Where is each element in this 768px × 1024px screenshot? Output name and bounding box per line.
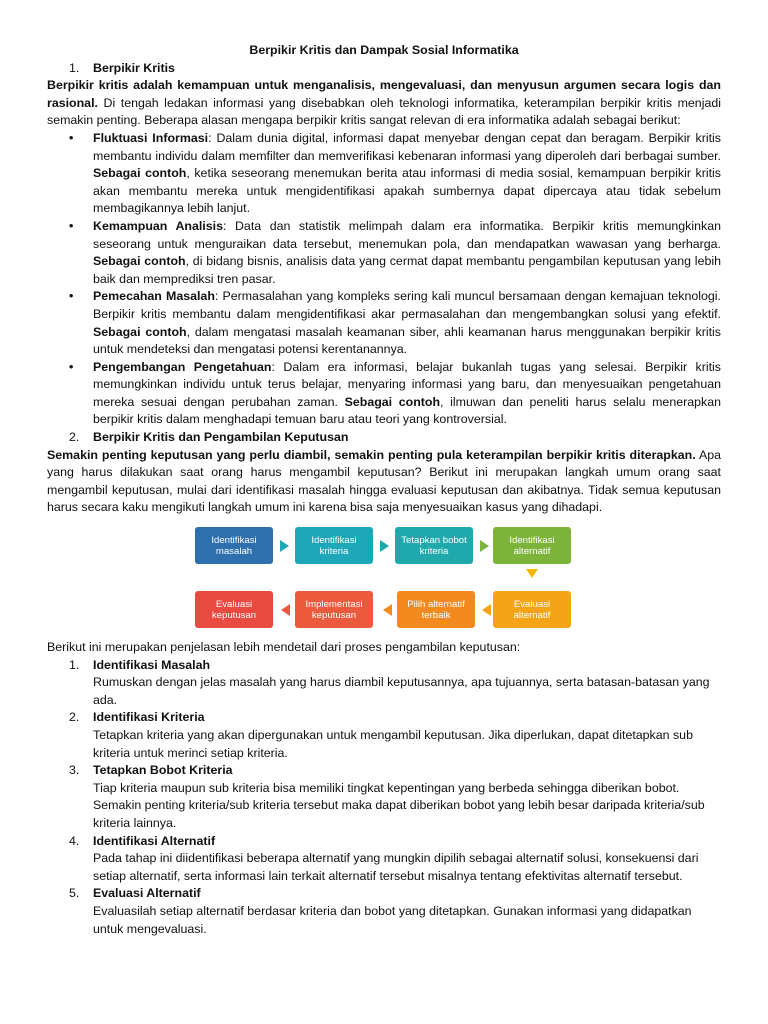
flow-box-identifikasi-kriteria bbox=[295, 527, 373, 564]
bullet-example-text: , dalam mengatasi masalah keamanan siber, ahli keamanan harus menggunakan berpikir kritis untuk mendeteksi dan mengatasi potensi kerentanannya. bbox=[93, 324, 721, 357]
flow-box-label: Identifikasi kriteria bbox=[311, 534, 357, 557]
step-text: Tiap kriteria maupun sub kriteria bisa memiliki tingkat kepentingan yang berbeda sehingga diberikan bobot. Semakin penting kriteria/sub kriteria tersebut maka dapat diberikan bobot yang lebih besar daripada kriteria/sub kriteria lainnya. bbox=[93, 780, 705, 830]
step-heading: Tetapkan Bobot Kriteria bbox=[93, 763, 233, 778]
bullet-example-label: Sebagai contoh bbox=[344, 394, 441, 409]
bullet-text: : Dalam dunia digital, informasi dapat menyebar dengan cepat dan beragam. Berpikir kritis membantu individu dalam memfilter dan memverifikasi kebenaran informasi yang diperoleh dari berbagai sumber. bbox=[93, 130, 722, 163]
flow-box-identifikasi-alternatif bbox=[493, 527, 571, 564]
bullet-glyph: • bbox=[69, 218, 74, 233]
flow-box-label: Evaluasi keputusan bbox=[211, 598, 257, 621]
step-number: 2. bbox=[69, 710, 80, 725]
section-2-lead: Semakin penting keputusan yang perlu diambil, semakin penting pula keterampilan berpikir kritis diterapkan. bbox=[47, 447, 696, 462]
section-2-title: Berpikir Kritis dan Pengambilan Keputusan bbox=[93, 430, 349, 445]
list-item bbox=[47, 885, 721, 938]
flow-box-pilih-alternatif bbox=[397, 591, 475, 628]
list-item bbox=[47, 218, 721, 288]
section-1-heading bbox=[47, 60, 721, 78]
section-1-title: Berpikir Kritis bbox=[93, 60, 175, 75]
bullet-example-label: Sebagai contoh bbox=[93, 324, 187, 339]
bullet-text: : Permasalahan yang kompleks sering kali muncul bersamaan dengan kemajuan teknologi. Berpikir kritis membantu dalam mengidentifikasi akar permasalahan dan mengembangkan solusi yang efektif. bbox=[93, 289, 721, 321]
decision-process-flowchart bbox=[47, 523, 721, 635]
document-title: Berpikir Kritis dan Dampak Sosial Informatika bbox=[249, 43, 519, 57]
list-item bbox=[47, 762, 721, 832]
flow-box-evaluasi-keputusan bbox=[195, 591, 273, 628]
section-2-heading bbox=[47, 429, 721, 447]
bullet-example-text: , ilmuwan dan peneliti harus selalu menerapkan berpikir kritis dalam menghadapi temuan baru atau teori yang kontroversial. bbox=[93, 394, 721, 427]
bullet-glyph: • bbox=[69, 289, 74, 304]
flow-arrow-right bbox=[380, 540, 389, 552]
step-number: 3. bbox=[69, 763, 80, 778]
list-item bbox=[47, 833, 721, 886]
list-item bbox=[47, 288, 721, 358]
step-heading: Identifikasi Alternatif bbox=[93, 833, 216, 848]
section-1-intro-text: Di tengah ledakan informasi yang disebabkan oleh teknologi informatika, keterampilan berpikir kritis menjadi semakin penting. Beberapa alasan mengapa berpikir kritis sangat relevan di era informatika adalah sebagai berikut: bbox=[47, 95, 721, 128]
flow-arrow-left bbox=[383, 604, 392, 616]
list-item bbox=[47, 130, 721, 218]
bullet-example-label: Sebagai contoh bbox=[93, 254, 186, 269]
list-item bbox=[47, 709, 721, 762]
flow-box-identifikasi-masalah bbox=[195, 527, 273, 564]
bullet-example-label: Sebagai contoh bbox=[93, 166, 187, 181]
section-1-bullet-list bbox=[47, 130, 721, 429]
flow-box-label: Identifikasi alternatif bbox=[509, 534, 555, 557]
flow-box-label: Tetapkan bobot kriteria bbox=[401, 534, 467, 557]
bullet-term: Kemampuan Analisis bbox=[93, 218, 223, 233]
section-2-intro-text: Apa yang harus dilakukan saat orang harus mengambil keputusan? Berikut ini merupakan langkah umum orang saat mengambil keputusan, mulai dari identifikasi masalah hingga evaluasi keputusan dan akibatnya. Tidak semua keputusan harus secara kaku mengikuti langkah umum ini karena bisa saja menyesuaikan kasus yang dihadapi. bbox=[47, 447, 721, 515]
list-item bbox=[47, 359, 721, 429]
document-page bbox=[47, 40, 721, 938]
flow-box-label: Identifikasi masalah bbox=[211, 534, 257, 557]
bullet-term: Fluktuasi Informasi bbox=[93, 130, 209, 145]
section-1-number: 1. bbox=[69, 60, 80, 75]
bullet-glyph: • bbox=[69, 359, 74, 374]
bullet-term: Pemecahan Masalah bbox=[93, 289, 215, 304]
step-heading: Evaluasi Alternatif bbox=[93, 886, 201, 901]
step-heading: Identifikasi Kriteria bbox=[93, 710, 205, 725]
decision-steps-list bbox=[47, 657, 721, 939]
bullet-text: : Dalam era informasi, belajar bukanlah tugas yang selesai. Berpikir kritis memungkinkan individu untuk terus belajar, menyaring informasi yang baru, dan menyesuaikan pengetahuan mereka sesuai dengan perubahan zaman. bbox=[93, 359, 722, 409]
flow-arrow-down bbox=[526, 569, 538, 578]
flow-arrow-right bbox=[480, 540, 489, 552]
steps-intro: Berikut ini merupakan penjelasan lebih mendetail dari proses pengambilan keputusan: bbox=[47, 640, 521, 655]
step-number: 4. bbox=[69, 833, 80, 848]
list-item bbox=[47, 657, 721, 710]
section-1-definition: Berpikir kritis adalah kemampuan untuk menganalisis, mengevaluasi, dan menyusun argumen secara logis dan rasional. bbox=[47, 78, 721, 110]
flow-arrow-left bbox=[482, 604, 491, 616]
step-text: Tetapkan kriteria yang akan dipergunakan untuk mengambil keputusan. Jika diperlukan, dapat ditetapkan sub kriteria untuk merinci setiap kriteria. bbox=[93, 728, 693, 760]
step-text: Pada tahap ini diidentifikasi beberapa alternatif yang mungkin dipilih sebagai alternatif solusi, konsekuensi dari setiap alternatif, serta informasi lain terkait alternatif tersebut misalnya tentang efektivitas alternatif tersebut. bbox=[93, 851, 699, 883]
flow-arrow-right bbox=[280, 540, 289, 552]
section-1-intro bbox=[47, 77, 721, 130]
flow-arrow-left bbox=[281, 604, 290, 616]
section-2-number: 2. bbox=[69, 430, 80, 445]
flow-box-tetapkan-bobot bbox=[395, 527, 473, 564]
section-2-intro bbox=[47, 447, 721, 517]
step-heading: Identifikasi Masalah bbox=[93, 657, 211, 672]
step-number: 5. bbox=[69, 886, 80, 901]
flow-box-label: Evaluasi alternatif bbox=[513, 598, 551, 621]
step-text: Evaluasilah setiap alternatif berdasar kriteria dan bobot yang ditetapkan. Gunakan informasi yang didapatkan untuk mengevaluasi. bbox=[93, 903, 692, 936]
flow-box-label: Implementasi keputusan bbox=[305, 598, 363, 621]
step-text: Rumuskan dengan jelas masalah yang harus diambil keputusannya, apa tujuannya, serta batasan-batasan yang ada. bbox=[93, 675, 710, 707]
bullet-term: Pengembangan Pengetahuan bbox=[93, 359, 272, 374]
flow-box-implementasi-keputusan bbox=[295, 591, 373, 628]
flow-box-evaluasi-alternatif bbox=[493, 591, 571, 628]
step-number: 1. bbox=[69, 657, 80, 672]
bullet-example-text: , ketika seseorang menemukan berita atau informasi di media sosial, kemampuan berpikir kritis akan membantu mereka untuk mengidentifikasi apakah sumbernya dapat dipercaya atau tidak sebelum membagikannya lebih lanjut. bbox=[93, 166, 721, 216]
bullet-example-text: , di bidang bisnis, analisis data yang cermat dapat membantu pengambilan keputusan yang lebih baik dan memprediksi tren pasar. bbox=[93, 254, 721, 286]
flow-box-label: Pilih alternatif terbaik bbox=[407, 598, 465, 621]
bullet-glyph: • bbox=[69, 130, 74, 145]
bullet-text: : Data dan statistik melimpah dalam era informatika. Berpikir kritis memungkinkan seseorang untuk menguraikan data tersebut, menemukan pola, dan mendapatkan wawasan yang berharga. bbox=[93, 218, 721, 251]
